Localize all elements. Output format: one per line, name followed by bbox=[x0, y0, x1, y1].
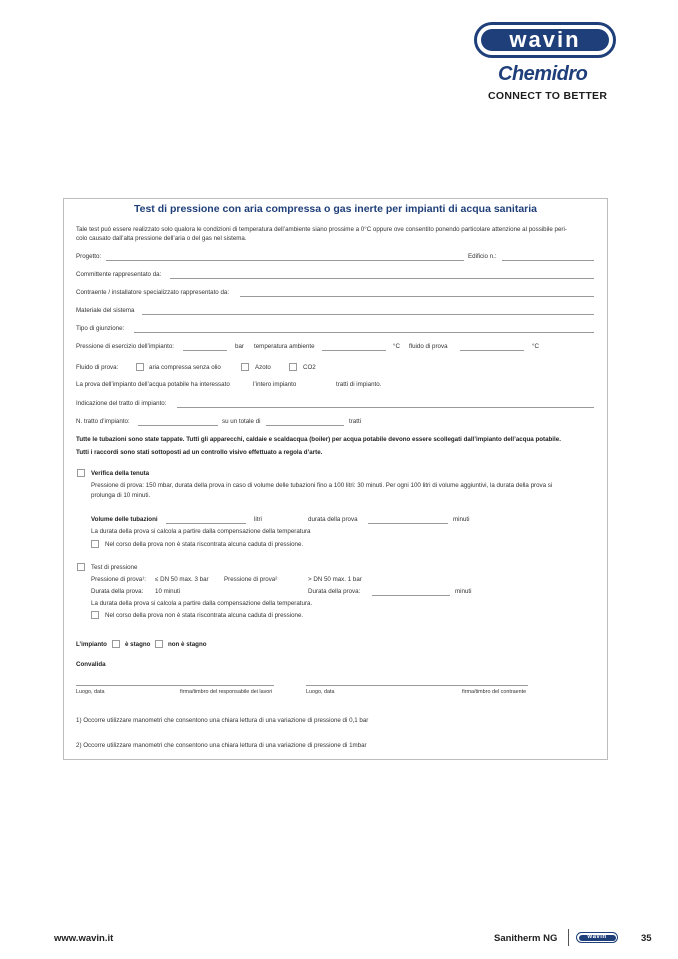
giunzione-label: Tipo di giunzione: bbox=[76, 325, 125, 332]
celsius-unit-1: °C bbox=[393, 343, 400, 350]
materiale-label: Materiale del sistema bbox=[76, 307, 135, 314]
chemidro-logo-text: Chemidro bbox=[498, 63, 588, 85]
nessuna-caduta-checkbox-2[interactable] bbox=[91, 611, 99, 619]
su-un-totale-label: su un totale di bbox=[222, 418, 261, 425]
pressione-esercizio-field[interactable] bbox=[183, 350, 227, 351]
temperatura-ambiente-label: temperatura ambiente bbox=[254, 343, 315, 350]
dieci-minuti-value: 10 minuti bbox=[155, 588, 181, 595]
e-stagno-label: è stagno bbox=[125, 641, 151, 648]
luogo-data-label-2: Luogo, data bbox=[306, 689, 335, 695]
tratti-label: tratti bbox=[349, 418, 362, 425]
committente-label: Committente rappresentato da: bbox=[76, 271, 162, 278]
firma-contraente-label: firma/timbro del contraente bbox=[462, 689, 527, 695]
impianto-label: L’impianto bbox=[76, 641, 107, 648]
page-number: 35 bbox=[641, 933, 652, 944]
celsius-unit-2: °C bbox=[532, 343, 539, 350]
verifica-line-2: prolunga di 10 minuti. bbox=[91, 492, 151, 499]
form-frame bbox=[63, 198, 608, 760]
dn50-1bar-value: > DN 50 max. 1 bar bbox=[308, 576, 362, 583]
contraente-signature-line[interactable] bbox=[306, 685, 528, 686]
nessuna-caduta-checkbox-1[interactable] bbox=[91, 540, 99, 548]
durata-prova-label: durata della prova bbox=[308, 516, 358, 523]
n-tratto-field[interactable] bbox=[138, 425, 218, 426]
firma-responsabile-label: firma/timbro del responsabile dei lavori bbox=[180, 689, 273, 695]
responsabile-signature-line[interactable] bbox=[76, 685, 274, 686]
durata-prova-2-field[interactable] bbox=[372, 595, 450, 596]
azoto-label: Azoto bbox=[255, 364, 271, 371]
convalida-title: Convalida bbox=[76, 661, 106, 668]
luogo-data-label-1: Luogo, data bbox=[76, 689, 105, 695]
footer-product: Sanitherm NG bbox=[494, 933, 558, 944]
test-pressione-title: Test di pressione bbox=[91, 564, 138, 571]
durata-prova-1-label: Durata della prova: bbox=[91, 588, 144, 595]
form-title: Test di pressione con aria compressa o gas inerte per impianti di acqua sanitaria bbox=[133, 203, 538, 215]
litri-unit: litri bbox=[254, 516, 262, 523]
progetto-field[interactable] bbox=[106, 260, 464, 261]
bold-note-2: Tutti i raccordi sono stati sottoposti ad un controllo visivo effettuato a regola d’arte. bbox=[76, 449, 323, 456]
totale-tratti-field[interactable] bbox=[266, 425, 344, 426]
test-pressione-checkbox[interactable] bbox=[77, 563, 85, 571]
contraente-field[interactable] bbox=[240, 296, 594, 297]
non-stagno-checkbox[interactable] bbox=[155, 640, 163, 648]
verifica-line-1: Pressione di prova: 150 mbar, durata della prova in caso di volume delle tubazioni fino a 100 litri: 30 minuti. Per ogni 100 litri di volume aggiuntivi, la durata della prova si bbox=[91, 482, 553, 489]
volume-tubazioni-label: Volume delle tubazioni bbox=[91, 516, 158, 523]
wavin-logo-text: wavin bbox=[481, 29, 609, 51]
n-tratto-label: N. tratto d’impianto: bbox=[76, 418, 130, 425]
edificio-label: Edificio n.: bbox=[468, 253, 497, 260]
bold-note-1: Tutte le tubazioni sono state tappate. Tutti gli apparecchi, caldaie e scaldacqua (boiler) per acqua potabile devono essere scollegati dall’impianto dell’acqua potabile. bbox=[76, 436, 561, 443]
indicazione-tratto-label: Indicazione del tratto di impianto: bbox=[76, 400, 167, 407]
footer-wavin-logo-text: wavin bbox=[579, 935, 616, 941]
fluido-prova-label: Fluido di prova: bbox=[76, 364, 119, 371]
progetto-label: Progetto: bbox=[76, 253, 102, 260]
fluido-prova-inline-field[interactable] bbox=[460, 350, 524, 351]
nessuna-caduta-label-1: Nel corso della prova non è stata riscontrata alcuna caduta di pressione. bbox=[105, 541, 304, 548]
verifica-tenuta-title: Verifica della tenuta bbox=[91, 470, 150, 477]
intero-impianto-option[interactable]: l’intero impianto bbox=[253, 381, 297, 388]
dn50-3bar-value: ≤ DN 50 max. 3 bar bbox=[155, 576, 209, 583]
contraente-label: Contraente / installatore specializzato rappresentato da: bbox=[76, 289, 230, 296]
prova-interessato-label: La prova dell’impianto dell’acqua potabile ha interessato bbox=[76, 381, 230, 388]
footnote-1: 1) Occorre utilizzare manometri che consentono una chiara lettura di una variazione di pressione di 0,1 bar bbox=[76, 717, 369, 724]
pressione-prova-1-label: Pressione di prova¹: bbox=[91, 576, 147, 583]
fluido-prova-inline-label: fluido di prova bbox=[409, 343, 448, 350]
aria-compressa-label: aria compressa senza olio bbox=[149, 364, 221, 371]
footer-separator bbox=[568, 929, 569, 946]
co2-checkbox[interactable] bbox=[289, 363, 297, 371]
intro-line-2: colo causato dall’alta pressione dell’aria o del gas nel sistema. bbox=[76, 235, 247, 242]
edificio-field[interactable] bbox=[502, 260, 594, 261]
intro-line-1: Tale test può essere realizzato solo qualora le condizioni di temperatura dell’ambiente siano prossime a 0°C oppure ove consentito ponendo particolare attenzione al possibile peri- bbox=[76, 226, 567, 233]
committente-field[interactable] bbox=[170, 278, 594, 279]
verifica-tenuta-checkbox[interactable] bbox=[77, 469, 85, 477]
azoto-checkbox[interactable] bbox=[241, 363, 249, 371]
bar-unit: bar bbox=[235, 343, 244, 350]
pressione-prova-2-label: Pressione di prova² bbox=[224, 576, 278, 583]
wavin-logo bbox=[474, 22, 616, 58]
aria-compressa-checkbox[interactable] bbox=[136, 363, 144, 371]
co2-label: CO2 bbox=[303, 364, 316, 371]
materiale-field[interactable] bbox=[142, 314, 594, 315]
non-stagno-label: non è stagno bbox=[168, 641, 207, 648]
durata-prova-2-label: Durata della prova: bbox=[308, 588, 361, 595]
giunzione-field[interactable] bbox=[134, 332, 594, 333]
minuti-unit-1: minuti bbox=[453, 516, 470, 523]
durata-calcola-2: La durata della prova si calcola a partire dalla compensazione della temperatura. bbox=[91, 600, 313, 607]
footer-wavin-logo bbox=[576, 932, 618, 943]
durata-calcola-1: La durata della prova si calcola a partire dalla compensazione della temperatura bbox=[91, 528, 311, 535]
tratti-impianto-option[interactable]: tratti di impianto. bbox=[336, 381, 382, 388]
pressione-esercizio-label: Pressione di esercizio dell’impianto: bbox=[76, 343, 175, 350]
e-stagno-checkbox[interactable] bbox=[112, 640, 120, 648]
indicazione-tratto-field[interactable] bbox=[177, 407, 594, 408]
tagline: CONNECT TO BETTER bbox=[488, 90, 608, 102]
minuti-unit-2: minuti bbox=[455, 588, 472, 595]
footer-website[interactable]: www.wavin.it bbox=[54, 933, 114, 944]
footnote-2: 2) Occorre utilizzare manometri che consentono una chiara lettura di una variazione di pressione di 1mbar bbox=[76, 742, 367, 749]
durata-prova-field[interactable] bbox=[368, 523, 448, 524]
nessuna-caduta-label-2: Nel corso della prova non è stata riscontrata alcuna caduta di pressione. bbox=[105, 612, 304, 619]
volume-tubazioni-field[interactable] bbox=[166, 523, 246, 524]
temperatura-ambiente-field[interactable] bbox=[322, 350, 386, 351]
